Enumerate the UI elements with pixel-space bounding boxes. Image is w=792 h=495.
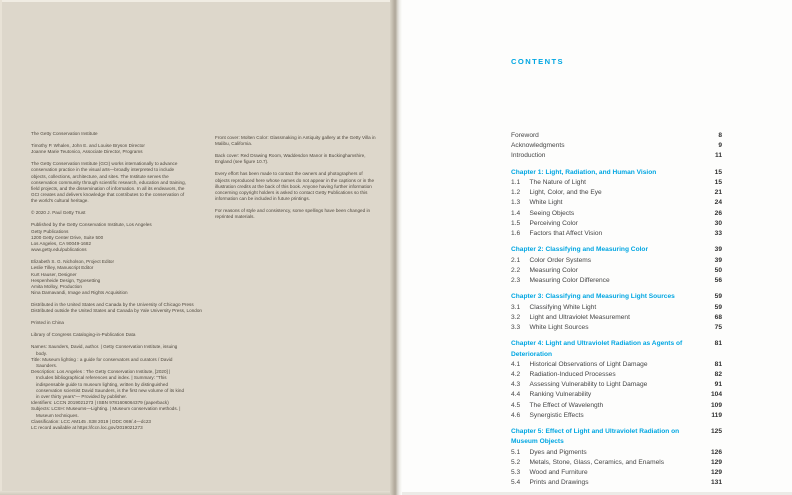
toc-entry-label: Introduction bbox=[511, 152, 546, 160]
toc-chapter-block bbox=[511, 168, 722, 239]
toc-page-number: 21 bbox=[714, 189, 722, 197]
copyright-line: LC record available at https://lccn.loc.gov/2019021273 bbox=[31, 425, 143, 431]
toc-page-number: 11 bbox=[715, 152, 722, 160]
copyright-line: Description: Los Angeles : The Getty Conservation Institute, [2020] | Includes bibliographical references and index. | Summary: “This indispensable guide to museum lighting, written by distinguished conservation scientist David Saunders, is the first new volume of its kind in over thirty years”— Provided by publisher. bbox=[31, 369, 185, 400]
toc-entry-row bbox=[511, 266, 722, 276]
toc-section-number: 4.4 bbox=[511, 391, 521, 399]
toc-page-number: 24 bbox=[714, 199, 722, 207]
copyright-line: Kurt Hauser, Designer bbox=[31, 271, 77, 277]
toc-entry-row bbox=[511, 458, 722, 468]
copyright-block bbox=[31, 302, 203, 314]
copyright-block bbox=[31, 259, 188, 296]
toc-chapter-block bbox=[511, 427, 722, 488]
toc-page-number: 109 bbox=[710, 401, 722, 409]
toc-entry-row bbox=[511, 323, 722, 333]
toc-chapter-row bbox=[511, 245, 722, 255]
toc-entry-row bbox=[511, 141, 722, 151]
toc-page-number: 50 bbox=[714, 266, 722, 274]
toc-section-number: 1.1 bbox=[511, 179, 521, 186]
copyright-line: Los Angeles, CA 90049-1682 bbox=[31, 241, 92, 247]
toc-page-number: 131 bbox=[710, 479, 722, 487]
toc-chapter-row bbox=[511, 292, 722, 302]
copyright-block bbox=[215, 171, 376, 202]
toc-entry-label: Light, Color, and the Eye bbox=[529, 189, 602, 197]
toc-page-number: 8 bbox=[718, 132, 722, 139]
toc-entry-label: Foreword bbox=[511, 132, 539, 139]
toc-chapter-block bbox=[511, 292, 722, 333]
copyright-line: © 2020 J. Paul Getty Trust bbox=[31, 210, 86, 216]
toc-entry-row bbox=[511, 411, 722, 421]
copyright-line: Front cover: Molten Color: Glassmaking in Antiquity gallery at the Getty Villa in Malibu, California. bbox=[215, 135, 376, 147]
toc-entry-row bbox=[511, 468, 722, 478]
toc-entry-label: White Light Sources bbox=[529, 324, 589, 332]
copyright-line: Names: Saunders, David, author. | Getty Conservation Institute, issuing body. bbox=[31, 344, 178, 356]
toc-entry-label: Chapter 3: Classifying and Measuring Light Sources bbox=[511, 293, 675, 301]
toc-section-number: 1.2 bbox=[511, 189, 521, 197]
toc-chapter-row bbox=[511, 427, 722, 447]
toc-entry-row bbox=[511, 131, 722, 141]
copyright-line: Back cover: Red Drawing Room, Waddesdon Manor in Buckinghamshire, England (see figure 10.7). bbox=[215, 153, 366, 165]
copyright-line: Distributed in the United States and Canada by the University of Chicago Press bbox=[31, 302, 194, 308]
copyright-column-left bbox=[31, 131, 203, 437]
toc-section-number: 1.6 bbox=[511, 230, 521, 238]
toc-entry-label: White Light bbox=[529, 199, 563, 207]
copyright-line: Library of Congress Cataloging-in-Publication Data bbox=[31, 332, 136, 338]
copyright-block bbox=[31, 344, 188, 431]
toc-entry-label: The Nature of Light bbox=[529, 179, 586, 186]
toc-entry-label: Color Order Systems bbox=[529, 256, 592, 264]
contents-page bbox=[402, 0, 792, 495]
toc-page-number: 129 bbox=[710, 469, 722, 477]
toc-entry-label: Dyes and Pigments bbox=[529, 448, 587, 456]
toc-page-number: 39 bbox=[714, 246, 722, 254]
toc-entry-row bbox=[511, 198, 722, 208]
toc-section-number: 1.3 bbox=[511, 199, 521, 207]
toc-section-number: 5.1 bbox=[511, 448, 521, 456]
toc-entry-label: Synergistic Effects bbox=[529, 411, 584, 419]
page-edge bbox=[0, 0, 2, 495]
toc-section-number: 3.2 bbox=[511, 313, 521, 321]
copyright-line: Every effort has been made to contact the owners and photographers of objects reproduced here whose names do not appear in the captions or in the illustration credits at the back of this book. Anyone having further information concerning copyright holders is asked to contact Getty Publications so this information can be included in future printings. bbox=[215, 171, 375, 202]
toc-entry-label: The Effect of Wavelength bbox=[529, 401, 604, 409]
copyright-line: Getty Publications bbox=[31, 228, 69, 234]
copyright-page bbox=[0, 0, 393, 495]
toc-section-number: 5.3 bbox=[511, 469, 521, 477]
toc-entry-label: Ranking Vulnerability bbox=[529, 391, 592, 399]
copyright-block bbox=[31, 161, 188, 204]
toc-entry-label: Chapter 5: Effect of Light and Ultraviolet Radiation on Museum Objects bbox=[511, 428, 680, 446]
toc-entry-row bbox=[511, 380, 722, 390]
toc-entry-row bbox=[511, 401, 722, 411]
toc-entry-row bbox=[511, 390, 722, 400]
copyright-block bbox=[31, 143, 188, 155]
copyright-line: Elizabeth S. G. Nicholson, Project Editor bbox=[31, 259, 115, 265]
toc-entry-label: Wood and Furniture bbox=[529, 469, 588, 477]
copyright-block bbox=[31, 131, 188, 137]
copyright-line: Leslie Tilley, Manuscript Editor bbox=[31, 265, 94, 271]
toc-entry-row bbox=[511, 209, 722, 219]
copyright-line: Printed in China bbox=[31, 320, 65, 326]
toc-chapter-row bbox=[511, 339, 722, 359]
toc-page-number: 81 bbox=[714, 340, 722, 348]
toc-entry-label: Chapter 2: Classifying and Measuring Color bbox=[511, 246, 649, 254]
toc-page-number: 126 bbox=[710, 448, 722, 456]
copyright-block bbox=[31, 210, 188, 216]
toc-entry-label: Factors that Affect Vision bbox=[529, 230, 603, 238]
toc-page-number: 15 bbox=[714, 168, 722, 176]
toc-entry-row bbox=[511, 178, 722, 188]
toc-entry-label: Metals, Stone, Glass, Ceramics, and Enamels bbox=[529, 458, 664, 466]
copyright-line: Identifiers: LCCN 2019021273 | ISBN 9781606064379 (paperback) bbox=[31, 400, 169, 406]
toc-page-number: 125 bbox=[710, 428, 722, 436]
toc-entry-row bbox=[511, 448, 722, 458]
toc-section-number: 1.4 bbox=[511, 209, 521, 217]
copyright-column-right bbox=[215, 135, 376, 226]
toc-entry-label: Measuring Color bbox=[529, 266, 578, 274]
copyright-block bbox=[31, 320, 188, 326]
copyright-line: Timothy P. Whalen, John E. and Louise Bryson Director bbox=[31, 143, 145, 148]
copyright-line: Classification: LCC AM145 .S38 2019 | DDC 069/.4—dc23 bbox=[31, 418, 151, 424]
toc-entry-row bbox=[511, 229, 722, 239]
copyright-block bbox=[215, 135, 376, 147]
contents-heading: CONTENTS bbox=[511, 57, 564, 66]
toc-section-number: 3.3 bbox=[511, 324, 521, 332]
toc-entry-label: Chapter 1: Light, Radiation, and Human Vision bbox=[511, 168, 657, 176]
copyright-line: Joanne Marie Teutonico, Associate Director, Programs bbox=[31, 149, 143, 155]
toc-section-number: 4.1 bbox=[511, 360, 521, 368]
toc-entry-label: Light and Ultraviolet Measurement bbox=[529, 313, 630, 321]
toc-entry-label: Prints and Drawings bbox=[529, 479, 589, 487]
toc-section-number: 4.2 bbox=[511, 371, 521, 379]
toc-section-number: 4.6 bbox=[511, 411, 521, 419]
copyright-block bbox=[31, 222, 188, 253]
copyright-line: www.getty.edu/publications bbox=[31, 247, 87, 253]
copyright-line: For reasons of style and consistency, some spellings have been changed in reprinted materials. bbox=[215, 208, 371, 220]
toc-page-number: 104 bbox=[710, 391, 722, 399]
copyright-line: Hespenheide Design, Typesetting bbox=[31, 277, 101, 283]
copyright-line: Distributed outside the United States and Canada by Yale University Press, London bbox=[31, 308, 203, 314]
copyright-line: Title: Museum lighting : a guide for conservators and curators / David Saunders. bbox=[31, 356, 173, 369]
toc-section-number: 2.3 bbox=[511, 277, 521, 285]
toc-entry-label: Acknowledgments bbox=[511, 142, 565, 150]
toc-entry-row bbox=[511, 313, 722, 323]
toc-entry-label: Assessing Vulnerability to Light Damage bbox=[529, 381, 648, 389]
toc-entry-label: Measuring Color Difference bbox=[529, 277, 610, 285]
copyright-line: Nina Damavandi, Image and Rights Acquisition bbox=[31, 290, 128, 296]
copyright-line: 1200 Getty Center Drive, Suite 500 bbox=[31, 234, 104, 240]
toc-entry-label: Seeing Objects bbox=[529, 209, 575, 217]
toc-page-number: 30 bbox=[714, 219, 722, 227]
toc-entry-row bbox=[511, 151, 722, 161]
toc-section-number: 1.5 bbox=[511, 219, 521, 227]
toc-chapter-block bbox=[511, 339, 722, 421]
copyright-block bbox=[215, 153, 376, 165]
toc-entry-row bbox=[511, 219, 722, 229]
toc-page-number: 26 bbox=[714, 209, 722, 217]
toc-section-number: 5.2 bbox=[511, 458, 521, 466]
toc-entry-label: Perceiving Color bbox=[529, 219, 578, 227]
toc-entry-row bbox=[511, 188, 722, 198]
toc-section-number: 4.5 bbox=[511, 401, 521, 409]
toc-entry-label: Radiation-Induced Processes bbox=[529, 371, 616, 379]
toc-page-number: 33 bbox=[714, 230, 722, 238]
toc-section-number: 4.3 bbox=[511, 381, 521, 389]
toc-entry-row bbox=[511, 303, 722, 313]
toc-page-number: 81 bbox=[714, 360, 722, 368]
toc-chapter-block bbox=[511, 245, 722, 286]
page-gutter bbox=[390, 0, 402, 495]
copyright-line: The Getty Conservation Institute bbox=[31, 131, 98, 136]
toc-page-number: 56 bbox=[714, 277, 722, 285]
copyright-line: Amita Molloy, Production bbox=[31, 284, 82, 290]
copyright-line: The Getty Conservation Institute (GCI) works internationally to advance conservation practice in the visual arts—broadly interpreted to include objects, collections, architecture, and sites. The Institute serves the conservation community through scientific research, education and training, field projects, and the dissemination of information. In all its endeavors, the GCI creates and delivers knowledge that contributes to the conservation of the world's cultural heritage. bbox=[31, 161, 186, 204]
toc-entry-label: Historical Observations of Light Damage bbox=[529, 360, 648, 368]
copyright-block bbox=[215, 208, 376, 220]
toc-chapter-row bbox=[511, 168, 722, 178]
toc-page-number: 119 bbox=[711, 411, 722, 419]
toc-page-number: 82 bbox=[714, 371, 722, 379]
toc-page-number: 75 bbox=[714, 324, 722, 332]
toc-section-number: 2.1 bbox=[511, 256, 521, 264]
toc-page-number: 129 bbox=[710, 458, 722, 466]
toc-entry-row bbox=[511, 360, 722, 370]
toc-page-number: 68 bbox=[714, 313, 722, 321]
copyright-line: Subjects: LCSH: Museums—Lighting. | Museum conservation methods. | Museum techniques. bbox=[31, 406, 181, 418]
copyright-line: Published by the Getty Conservation Institute, Los Angeles bbox=[31, 222, 152, 228]
toc-entry-row bbox=[511, 256, 722, 266]
toc-section-number: 5.4 bbox=[511, 479, 521, 487]
copyright-block bbox=[31, 332, 188, 338]
toc bbox=[511, 131, 722, 488]
toc-page-number: 59 bbox=[714, 293, 722, 301]
toc-entry-row bbox=[511, 478, 722, 488]
toc-page-number: 39 bbox=[714, 256, 722, 264]
toc-page-number: 91 bbox=[714, 381, 722, 389]
toc-page-number: 15 bbox=[714, 179, 722, 186]
toc-entry-row bbox=[511, 276, 722, 286]
toc-section-number: 3.1 bbox=[511, 303, 521, 311]
toc-page-number: 9 bbox=[718, 142, 722, 150]
toc-entry-label: Classifying White Light bbox=[529, 303, 597, 311]
toc-section-number: 2.2 bbox=[511, 266, 521, 274]
toc-entry-label: Chapter 4: Light and Ultraviolet Radiation as Agents of Deterioration bbox=[511, 340, 683, 358]
toc-entry-row bbox=[511, 370, 722, 380]
toc-page-number: 59 bbox=[714, 303, 722, 311]
